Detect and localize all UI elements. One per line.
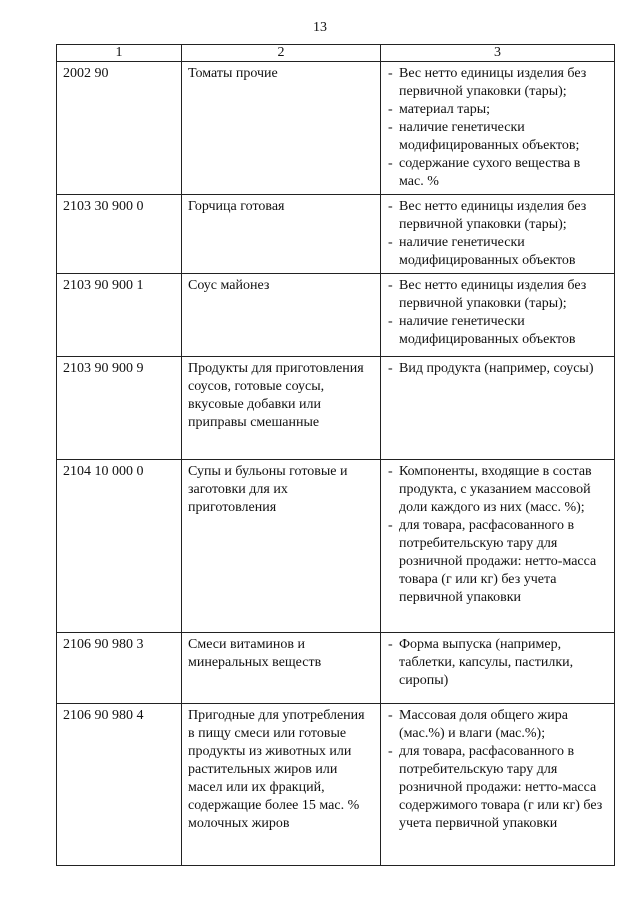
requirements-cell xyxy=(381,195,615,274)
product-name: Томаты прочие xyxy=(182,62,381,195)
requirement-item: - содержание сухого вещества в мас. % xyxy=(386,155,608,191)
product-name: Пригодные для употребления в пищу смеси или готовые продукты из животных или растительных жиров или масел или их фракций, содержащие более 15 мас. % молочных жиров xyxy=(182,704,381,866)
requirement-item: - материал тары; xyxy=(386,101,608,119)
product-name: Горчица готовая xyxy=(182,195,381,274)
requirement-item: - Вид продукта (например, соусы) xyxy=(386,360,608,378)
tnved-code: 2106 90 980 3 xyxy=(57,633,182,704)
column-header-2: 2 xyxy=(182,45,381,62)
requirement-item: - для товара, расфасованного в потребительскую тару для розничной продажи: нетто-масса содержимого товара (г или кг) без учета первичной упаковки xyxy=(386,743,608,833)
tnved-code: 2104 10 000 0 xyxy=(57,460,182,633)
requirement-item: - наличие генетически модифицированных объектов; xyxy=(386,119,608,155)
table-row xyxy=(57,357,615,460)
requirements-cell xyxy=(381,62,615,195)
tnved-code: 2106 90 980 4 xyxy=(57,704,182,866)
requirement-item: - для товара, расфасованного в потребительскую тару для розничной продажи: нетто-масса товара (г или кг) без учета первичной упаковки xyxy=(386,517,608,607)
table-row xyxy=(57,633,615,704)
tnved-code: 2103 30 900 0 xyxy=(57,195,182,274)
product-name: Супы и бульоны готовые и заготовки для их приготовления xyxy=(182,460,381,633)
product-name: Продукты для приготовления соусов, готовые соусы, вкусовые добавки или приправы смешанные xyxy=(182,357,381,460)
requirements-cell xyxy=(381,633,615,704)
product-name: Соус майонез xyxy=(182,274,381,357)
product-name: Смеси витаминов и минеральных веществ xyxy=(182,633,381,704)
requirement-item: - Форма выпуска (например, таблетки, капсулы, пастилки, сиропы) xyxy=(386,636,608,690)
requirement-item: - Вес нетто единицы изделия без первичной упаковки (тары); xyxy=(386,198,608,234)
requirement-item: - Массовая доля общего жира (мас.%) и влаги (мас.%); xyxy=(386,707,608,743)
requirements-cell xyxy=(381,274,615,357)
table-row xyxy=(57,460,615,633)
tnved-code: 2103 90 900 9 xyxy=(57,357,182,460)
requirements-table xyxy=(56,44,615,866)
requirement-item: - Вес нетто единицы изделия без первичной упаковки (тары); xyxy=(386,277,608,313)
requirement-item: - наличие генетически модифицированных объектов xyxy=(386,313,608,349)
tnved-code: 2002 90 xyxy=(57,62,182,195)
requirements-cell xyxy=(381,460,615,633)
requirement-item: - наличие генетически модифицированных объектов xyxy=(386,234,608,270)
table-row xyxy=(57,62,615,195)
requirement-item: - Вес нетто единицы изделия без первичной упаковки (тары); xyxy=(386,65,608,101)
requirement-item: - Компоненты, входящие в состав продукта, с указанием массовой доли каждого из них (масс. %); xyxy=(386,463,608,517)
column-header-3: 3 xyxy=(381,45,615,62)
requirements-cell xyxy=(381,357,615,460)
table-row xyxy=(57,704,615,866)
table-header-row xyxy=(57,45,615,62)
requirements-cell xyxy=(381,704,615,866)
tnved-code: 2103 90 900 1 xyxy=(57,274,182,357)
column-header-1: 1 xyxy=(57,45,182,62)
page-number: 13 xyxy=(313,20,327,35)
table-row xyxy=(57,274,615,357)
table-row xyxy=(57,195,615,274)
